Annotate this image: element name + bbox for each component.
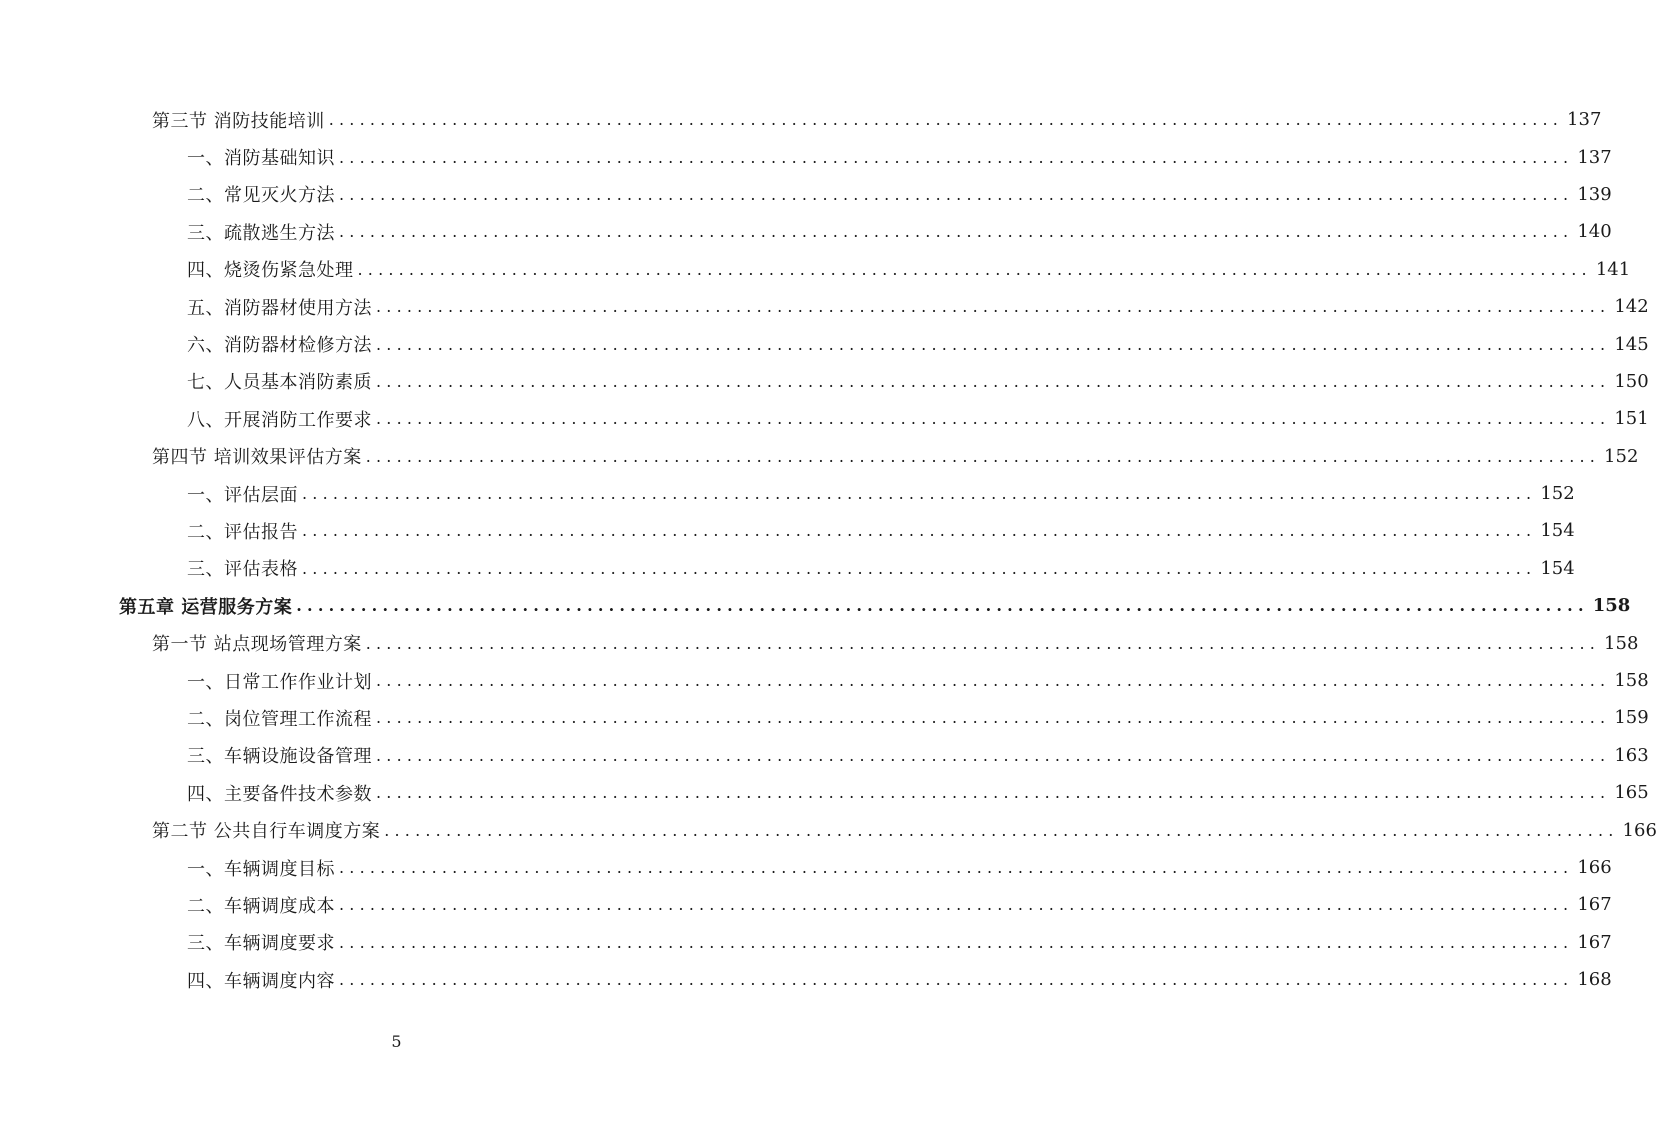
toc-dot-leader: ........................................................................................................................ [302,558,1537,578]
toc-entry-title: 四、烧烫伤紧急处理 [187,256,356,282]
toc-entry-title: 二、车辆调度成本 [187,892,337,918]
toc-entry-page: 166 [1577,857,1612,878]
toc-entry-title: 第四节 培训效果评估方案 [152,443,364,469]
toc-dot-leader: ........................................................................................................................ [376,371,1611,391]
toc-entry-page: 137 [1577,146,1612,168]
toc-entry-page: 141 [1595,258,1631,280]
toc-dot-leader: ........................................................................................................................ [302,521,1537,541]
toc-entry-title: 一、车辆调度目标 [187,855,337,881]
toc-section-row[interactable] [0,438,1639,475]
toc-item-row[interactable] [0,924,1612,961]
toc-item-row[interactable] [0,737,1649,774]
toc-entry-title: 第二节 公共自行车调度方案 [152,817,382,843]
toc-item-row[interactable] [0,475,1575,512]
toc-dot-leader: ........................................................................................................................ [296,596,1589,616]
toc-item-row[interactable] [0,849,1612,886]
toc-dot-leader: ........................................................................................................................ [376,297,1611,317]
toc-dot-leader: ........................................................................................................................ [376,671,1611,691]
toc-dot-leader: ........................................................................................................................ [365,446,1601,466]
toc-item-row[interactable] [0,325,1649,362]
toc-entry-page: 158 [1592,595,1631,617]
toc-entry-title: 三、车辆设施设备管理 [187,742,374,768]
toc-entry-page: 145 [1614,333,1649,355]
toc-chapter-row[interactable] [0,587,1631,624]
toc-entry-title: 五、消防器材使用方法 [187,294,374,320]
toc-entry-page: 159 [1614,707,1649,729]
toc-entry-title: 一、日常工作作业计划 [187,668,374,694]
toc-dot-leader: ........................................................................................................................ [339,858,1574,877]
toc-item-row[interactable] [0,213,1612,250]
toc-dot-leader: ........................................................................................................................ [339,222,1574,242]
toc-item-row[interactable] [0,961,1612,998]
toc-item-row[interactable] [0,550,1575,587]
toc-entry-page: 168 [1577,969,1612,991]
toc-entry-page: 154 [1540,557,1575,579]
toc-entry-page: 139 [1577,183,1612,205]
toc-entry-page: 152 [1604,445,1639,467]
toc-section-row[interactable] [0,811,1657,848]
toc-item-row[interactable] [0,886,1612,923]
toc-entry-title: 三、车辆调度要求 [187,929,337,955]
toc-entry-page: 158 [1614,670,1649,692]
toc-item-row[interactable] [0,363,1649,400]
toc-dot-leader: ........................................................................................................................ [384,820,1619,840]
toc-section-row[interactable] [0,101,1602,138]
toc-entry-page: 165 [1614,782,1649,804]
toc-item-row[interactable] [0,400,1649,437]
toc-entry-title: 四、主要备件技术参数 [187,780,374,806]
toc-entry-title: 七、人员基本消防素质 [187,368,374,394]
toc-dot-leader: ........................................................................................................................ [339,932,1574,952]
page-number: 5 [391,1032,402,1051]
toc-dot-leader: ........................................................................................................................ [376,783,1611,803]
toc-item-row[interactable] [0,699,1649,736]
toc-dot-leader: ........................................................................................................................ [339,147,1574,167]
toc-item-row[interactable] [0,176,1612,213]
toc-entry-page: 163 [1614,744,1649,766]
toc-entry-page: 137 [1567,109,1602,131]
toc-dot-leader: ........................................................................................................................ [339,970,1574,990]
toc-entry-page: 166 [1622,819,1657,841]
toc-dot-leader: ........................................................................................................................ [376,708,1611,728]
toc-dot-leader: ........................................................................................................................ [376,409,1611,429]
toc-entry-page: 142 [1614,296,1649,318]
toc-entry-title: 三、疏散逃生方法 [187,219,337,245]
toc-entry-title: 第五章 运营服务方案 [119,593,294,619]
toc-item-row[interactable] [0,288,1649,325]
toc-entry-title: 二、常见灭火方法 [187,181,337,207]
toc-entry-page: 167 [1577,931,1612,953]
toc-entry-title: 三、评估表格 [187,555,300,581]
toc-dot-leader: ........................................................................................................................ [365,633,1601,653]
toc-dot-leader: ........................................................................................................................ [376,745,1611,765]
toc-entry-page: 140 [1577,221,1612,243]
toc-dot-leader: ........................................................................................................................ [302,484,1537,504]
toc-item-row[interactable] [0,512,1575,549]
toc-entry-title: 一、消防基础知识 [187,144,337,170]
toc-section-row[interactable] [0,624,1639,661]
toc-entry-page: 167 [1577,894,1612,916]
toc-entry-title: 一、评估层面 [187,481,300,507]
toc-entry-page: 158 [1604,632,1639,654]
toc-entry-title: 六、消防器材检修方法 [187,331,374,357]
toc-entry-page: 154 [1540,520,1575,542]
toc-dot-leader: ........................................................................................................................ [339,895,1574,915]
toc-dot-leader: ........................................................................................................................ [328,110,1564,130]
toc-dot-leader: ........................................................................................................................ [357,259,1592,279]
toc-entry-title: 二、岗位管理工作流程 [187,705,374,731]
toc-item-row[interactable] [0,774,1649,811]
toc-entry-title: 第一节 站点现场管理方案 [152,630,364,656]
table-of-contents [0,101,1657,998]
toc-entry-title: 第三节 消防技能培训 [152,107,327,133]
toc-item-row[interactable] [0,251,1631,288]
toc-entry-page: 150 [1614,370,1649,392]
toc-entry-title: 八、开展消防工作要求 [187,406,374,432]
toc-entry-page: 151 [1614,408,1649,430]
toc-item-row[interactable] [0,662,1649,699]
toc-entry-title: 四、车辆调度内容 [187,967,337,993]
toc-dot-leader: ........................................................................................................................ [339,184,1574,204]
toc-dot-leader: ........................................................................................................................ [376,334,1611,354]
toc-entry-page: 152 [1540,483,1575,505]
toc-entry-title: 二、评估报告 [187,518,300,544]
toc-item-row[interactable] [0,138,1612,175]
